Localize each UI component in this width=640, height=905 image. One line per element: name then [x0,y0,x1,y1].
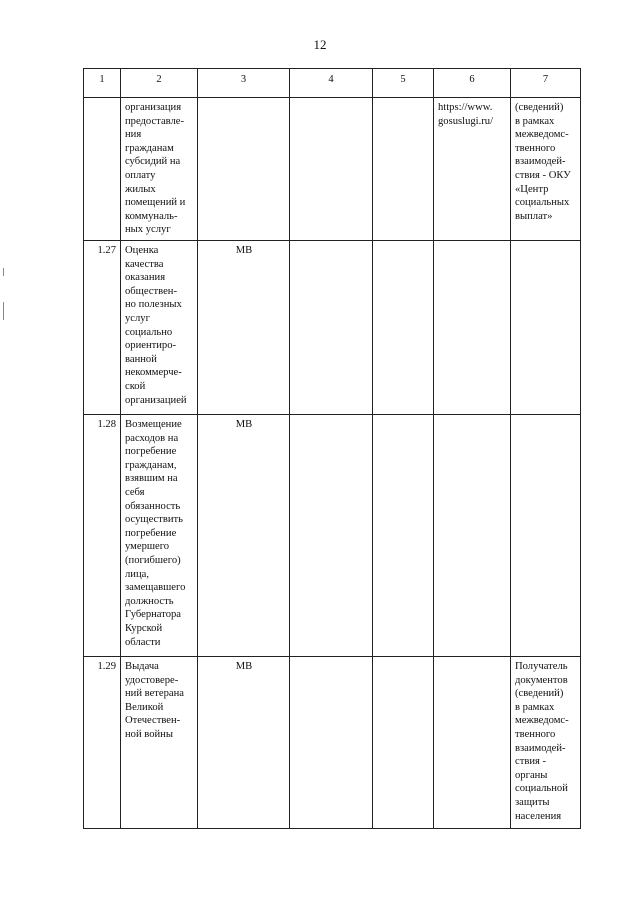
table [83,68,581,829]
row-number: 1.28 [84,415,121,657]
table-body [84,98,581,829]
column-5-value [373,241,434,415]
column-4-value [290,657,373,829]
column-7-text: Получатель документов (сведений) в рамках межведомс- твенного взаимодей- ствия - органы социальной защиты населения [515,661,569,822]
table-row [84,657,581,829]
service-name [121,415,198,657]
portal-link-text: https://www. gosuslugi.ru/ [438,102,494,127]
services-table [83,68,580,829]
table-row [84,415,581,657]
column-4-value [290,98,373,241]
column-6-value [434,415,511,657]
column-5-value [373,98,434,241]
column-header: 4 [290,69,373,98]
column-header: 2 [121,69,198,98]
column-7-value [511,98,581,241]
column-4-value [290,241,373,415]
column-header: 7 [511,69,581,98]
column-7-value [511,657,581,829]
column-5-value [373,657,434,829]
service-name [121,657,198,829]
column-3-value: МВ [198,657,290,829]
row-number [84,98,121,241]
column-7-value [511,415,581,657]
table-row [84,98,581,241]
column-6-value [434,657,511,829]
table-row [84,241,581,415]
column-5-value [373,415,434,657]
header-row [84,69,581,98]
row-number: 1.27 [84,241,121,415]
service-name [121,241,198,415]
service-name-text: Выдача удостовере- ний ветерана Великой Отечествен- ной войны [125,661,185,740]
service-name-text: организация предоставле- ния гражданам субсидий на оплату жилых помещений и коммуналь- ных услуг [125,102,186,236]
column-3-value: МВ [198,415,290,657]
scan-edge-mark [3,302,4,320]
column-header: 5 [373,69,434,98]
page-number: 12 [313,37,327,52]
service-name-text: Оценка качества оказания обществен- но полезных услуг социально ориентиро- ванной некоммерче- ской организацией [125,245,187,406]
table-header [84,69,581,98]
column-3-value [198,98,290,241]
column-header: 1 [84,69,121,98]
row-number: 1.29 [84,657,121,829]
service-name [121,98,198,241]
portal-link [434,98,511,241]
column-6-value [434,241,511,415]
column-header: 6 [434,69,511,98]
service-name-text: Возмещение расходов на погребение гражданам, взявшим на себя обязанность осуществить погребение умершего (погибшего) лица, замещавшего должность Губернатора Курской области [125,419,186,648]
column-7-text: (сведений) в рамках межведомс- твенного взаимодей- ствия - ОКУ «Центр социальных выплат» [515,102,571,222]
scan-edge-mark [3,268,4,276]
column-7-value [511,241,581,415]
column-header: 3 [198,69,290,98]
column-3-value: МВ [198,241,290,415]
column-4-value [290,415,373,657]
